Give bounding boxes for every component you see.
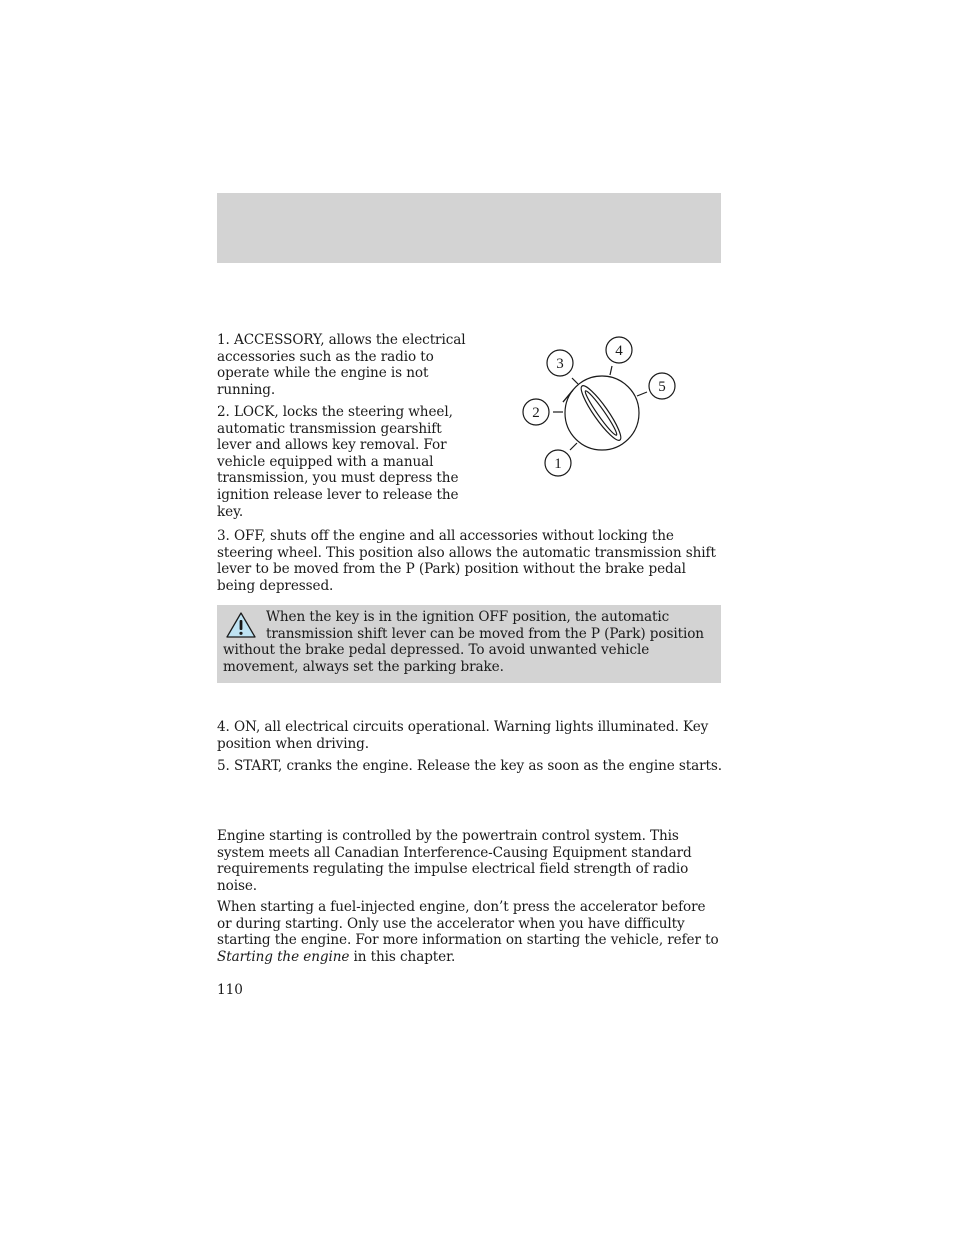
tick-3	[572, 378, 578, 384]
position-label-4: 4	[615, 343, 623, 359]
header-band	[217, 193, 721, 263]
starting-the-engine-reference: Starting the engine	[217, 948, 350, 965]
item-lock: 2. LOCK, locks the steering wheel, automatic transmission gearshift lever and allows key removal. For vehicle equipped with a manual transmission, you must depress the ignition release lever to release the key.	[217, 404, 459, 520]
position-label-5: 5	[658, 379, 666, 395]
fuel-injected-paragraph	[217, 899, 723, 965]
item-accessory: 1. ACCESSORY, allows the electrical accessories such as the radio to operate while the engine is not running.	[217, 332, 466, 398]
position-label-3: 3	[556, 356, 564, 372]
fuel-injected-text: When starting a fuel-injected engine, don’t press the accelerator before or during starting. Only use the accelerator when you have difficulty starting the engine. For more information on starting the vehicle, refer to	[217, 899, 719, 949]
item-start: 5. START, cranks the engine. Release the key as soon as the engine starts.	[217, 758, 722, 774]
page-number: 110	[217, 982, 243, 998]
item-off: 3. OFF, shuts off the engine and all accessories without locking the steering wheel. This position also allows the automatic transmission shift lever to be moved from the P (Park) position without the brake pedal being depressed.	[217, 528, 716, 594]
fuel-injected-text-end: in this chapter.	[349, 948, 456, 965]
tick-4	[610, 366, 612, 375]
item-on: 4. ON, all electrical circuits operational. Warning lights illuminated. Key position when driving.	[217, 719, 709, 752]
position-label-1: 1	[554, 456, 562, 472]
warning-box	[217, 605, 721, 683]
ignition-cylinder	[565, 376, 639, 450]
warning-text: When the key is in the ignition OFF position, the automatic transmission shift lever can be moved from the P (Park) position without the brake pedal depressed. To avoid unwanted vehicle movement, always set the parking brake.	[223, 609, 704, 675]
position-label-2: 2	[532, 405, 540, 421]
ignition-switch-diagram	[515, 330, 685, 482]
key-slot-icon	[576, 382, 625, 444]
tick-1	[570, 443, 577, 450]
engine-control-paragraph: Engine starting is controlled by the powertrain control system. This system meets all Canadian Interference-Causing Equipment standard requirements regulating the impulse electrical field strength of radio noise.	[217, 828, 692, 894]
tick-5	[637, 392, 647, 396]
